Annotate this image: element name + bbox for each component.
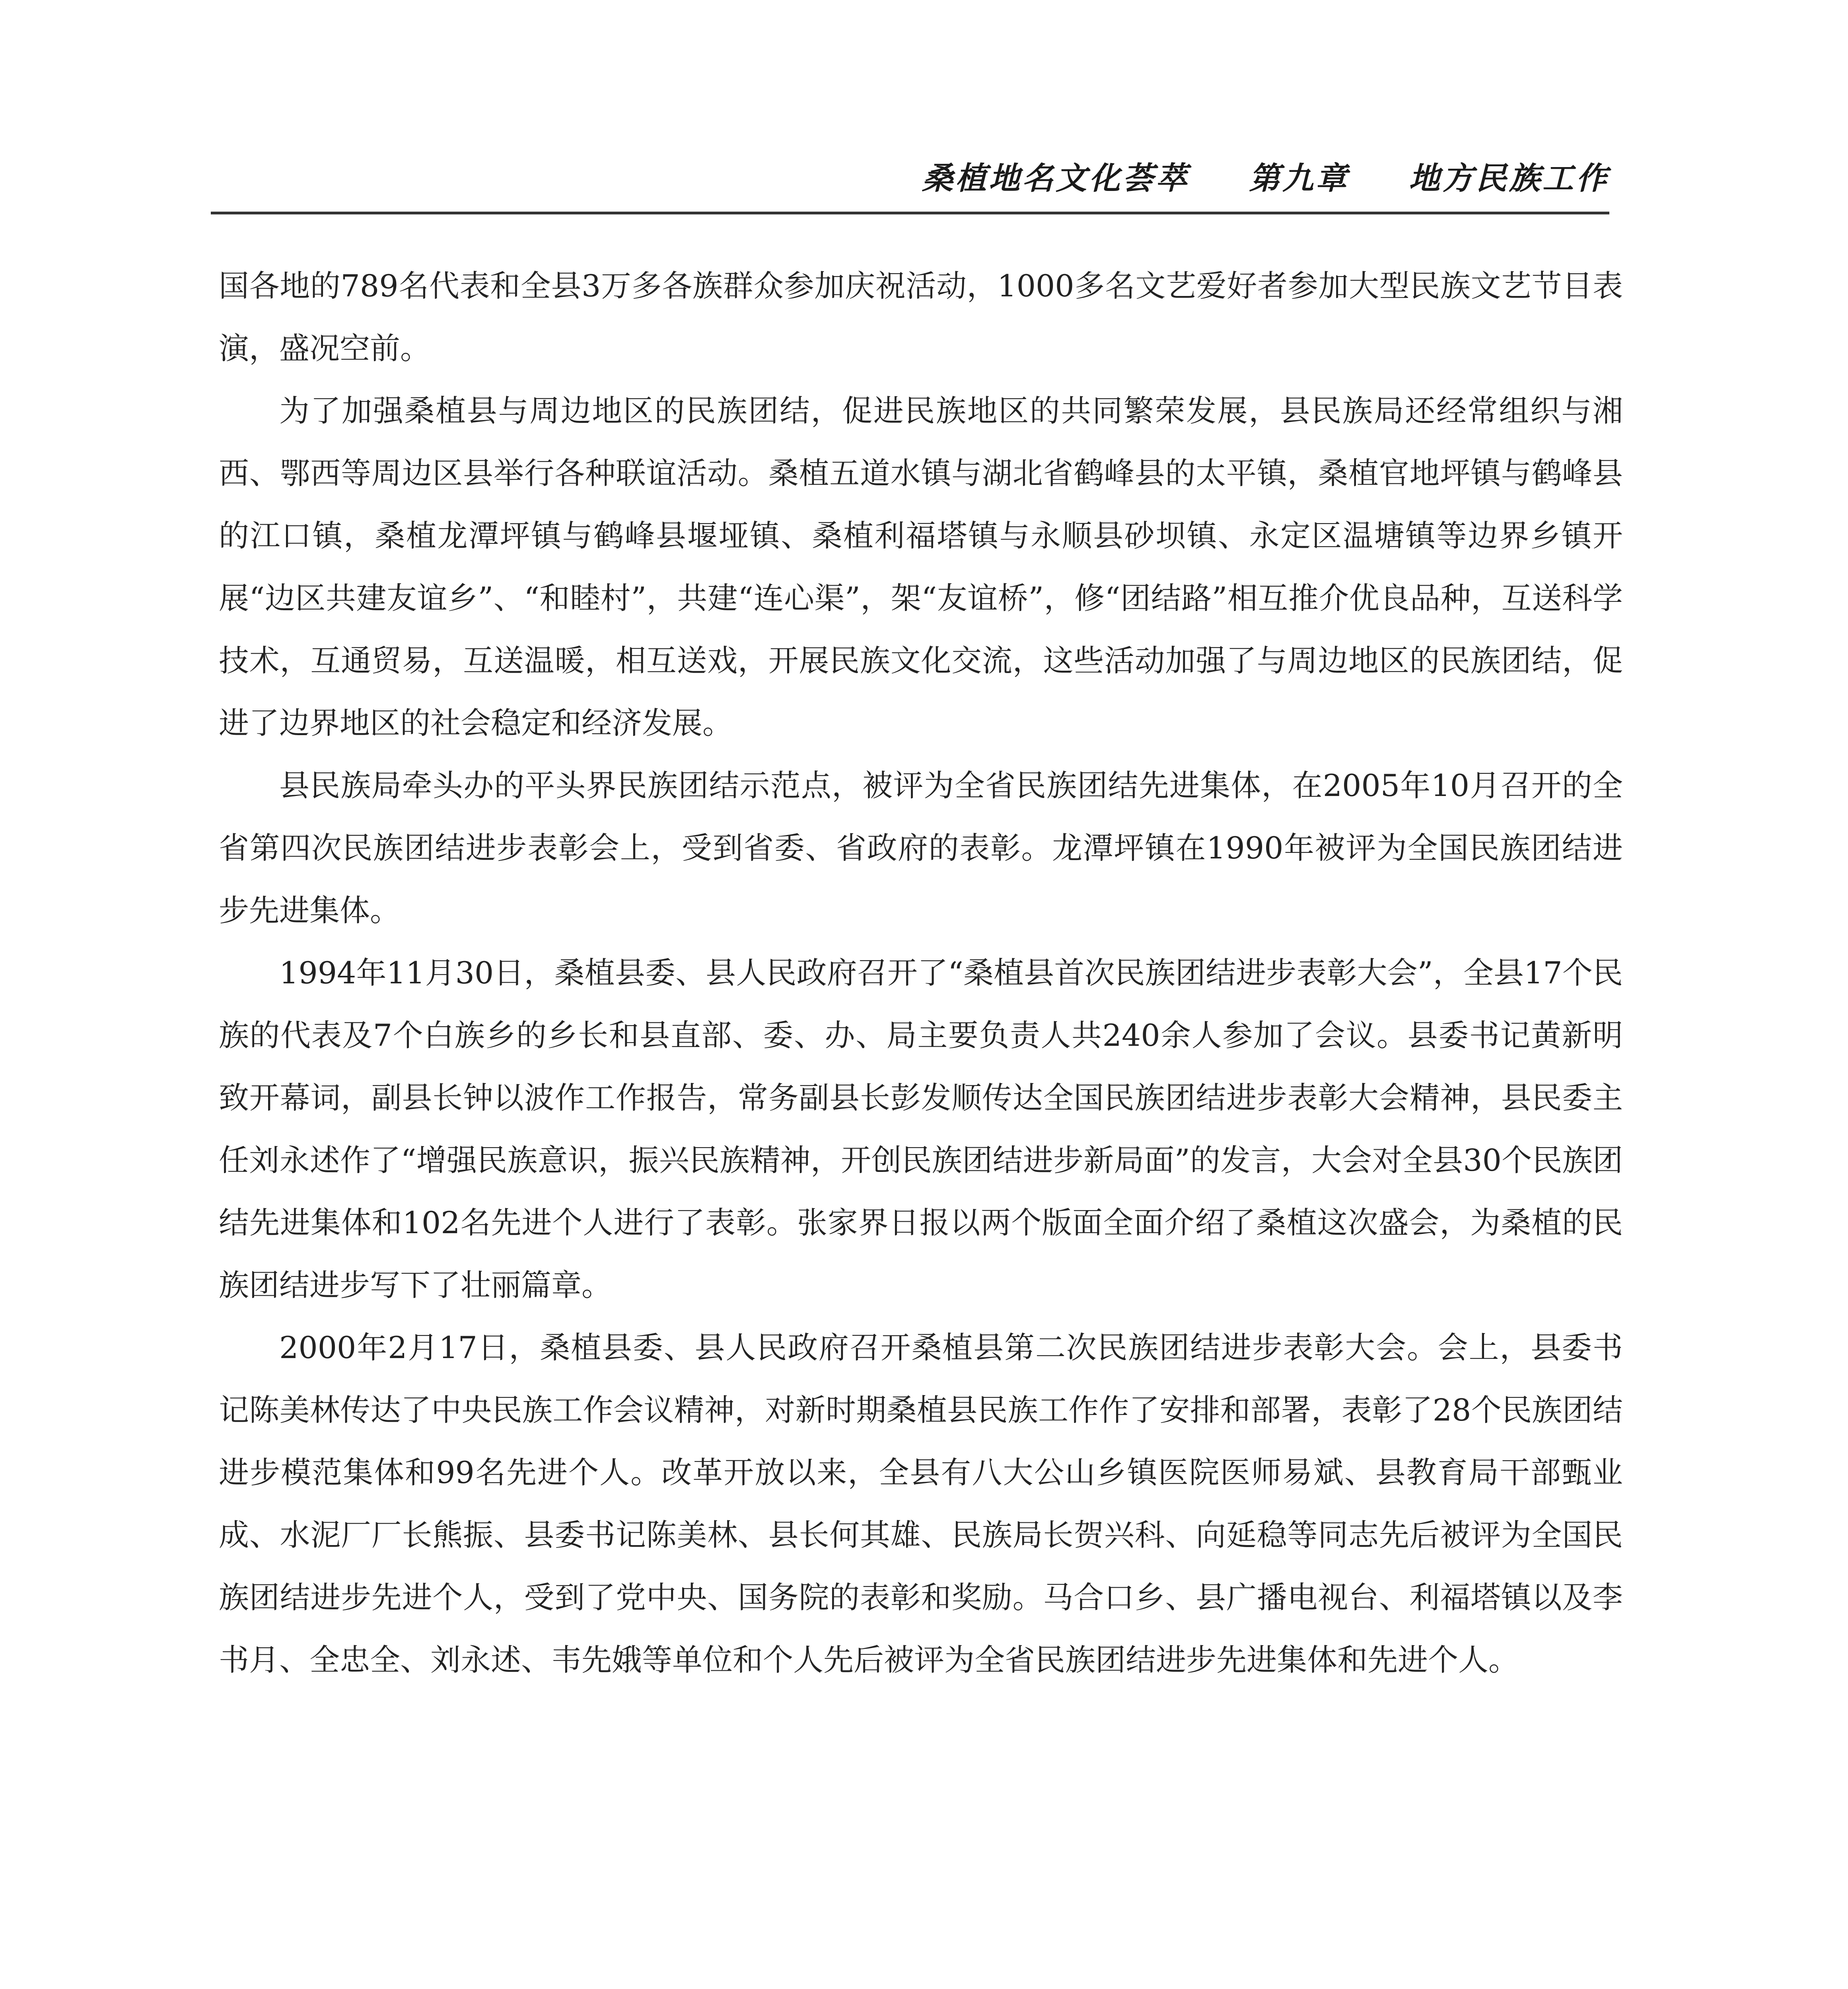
paragraph: 2000年2月17日，桑植县委、县人民政府召开桑植县第二次民族团结进步表彰大会。会上，县委书记陈美林传达了中央民族工作会议精神，对新时期桑植县民族工作作了安排和部署，表彰了28个民族团结进步模范集体和99名先进个人。改革开放以来，全县有八大公山乡镇医院医师易斌、县教育局干部甄业成、水泥厂厂长熊振、县委书记陈美林、县长何其雄、民族局长贺兴科、向延稳等同志先后被评为全国民族团结进步先进个人，受到了党中央、国务院的表彰和奖励。马合口乡、县广播电视台、利福塔镇以及李书月、全忠全、刘永述、韦先娥等单位和个人先后被评为全省民族团结进步先进集体和先进个人。: [219, 1330, 1623, 1678]
paragraph: 为了加强桑植县与周边地区的民族团结，促进民族地区的共同繁荣发展，县民族局还经常组织与湘西、鄂西等周边区县举行各种联谊活动。桑植五道水镇与湖北省鹤峰县的太平镇，桑植官地坪镇与鹤峰县的江口镇，桑植龙潭坪镇与鹤峰县堰垭镇、桑植利福塔镇与永顺县砂坝镇、永定区温塘镇等边界乡镇开展“边区共建友谊乡”、“和睦村”，共建“连心渠”，架“友谊桥”，修“团结路”相互推介优良品种，互送科学技术，互通贸易，互送温暖，相互送戏，开展民族文化交流，这些活动加强了与周边地区的民族团结，促进了边界地区的社会稳定和经济发展。: [219, 393, 1623, 741]
chapter-number: 第九章: [1249, 161, 1349, 197]
section-heading: [219, 1983, 1623, 1989]
chapter-title: 地方民族工作: [1408, 161, 1609, 197]
book-title: 桑植地名文化荟萃: [922, 161, 1189, 197]
paragraph: 县民族局牵头办的平头界民族团结示范点，被评为全省民族团结先进集体，在2005年10月召开的全省第四次民族团结进步表彰会上，受到省委、省政府的表彰。龙潭坪镇在1990年被评为全国民族团结进步先进集体。: [219, 768, 1623, 928]
body-text: [219, 255, 1623, 1691]
running-header-row: [922, 154, 1609, 198]
paragraph: 1994年11月30日，桑植县委、县人民政府召开了“桑植县首次民族团结进步表彰大会”，全县17个民族的代表及7个白族乡的乡长和县直部、委、办、局主要负责人共240余人参加了会议。县委书记黄新明致开幕词，副县长钟以波作工作报告，常务副县长彭发顺传达全国民族团结进步表彰大会精神，县民委主任刘永述作了“增强民族意识，振兴民族精神，开创民族团结进步新局面”的发言，大会对全县30个民族团结先进集体和102名先进个人进行了表彰。张家界日报以两个版面全面介绍了桑植这次盛会，为桑植的民族团结进步写下了壮丽篇章。: [219, 955, 1623, 1303]
paragraph: 国各地的789名代表和全县3万多各族群众参加庆祝活动，1000多名文艺爱好者参加大型民族文艺节目表演，盛况空前。: [219, 268, 1623, 366]
running-header: [211, 148, 1609, 214]
